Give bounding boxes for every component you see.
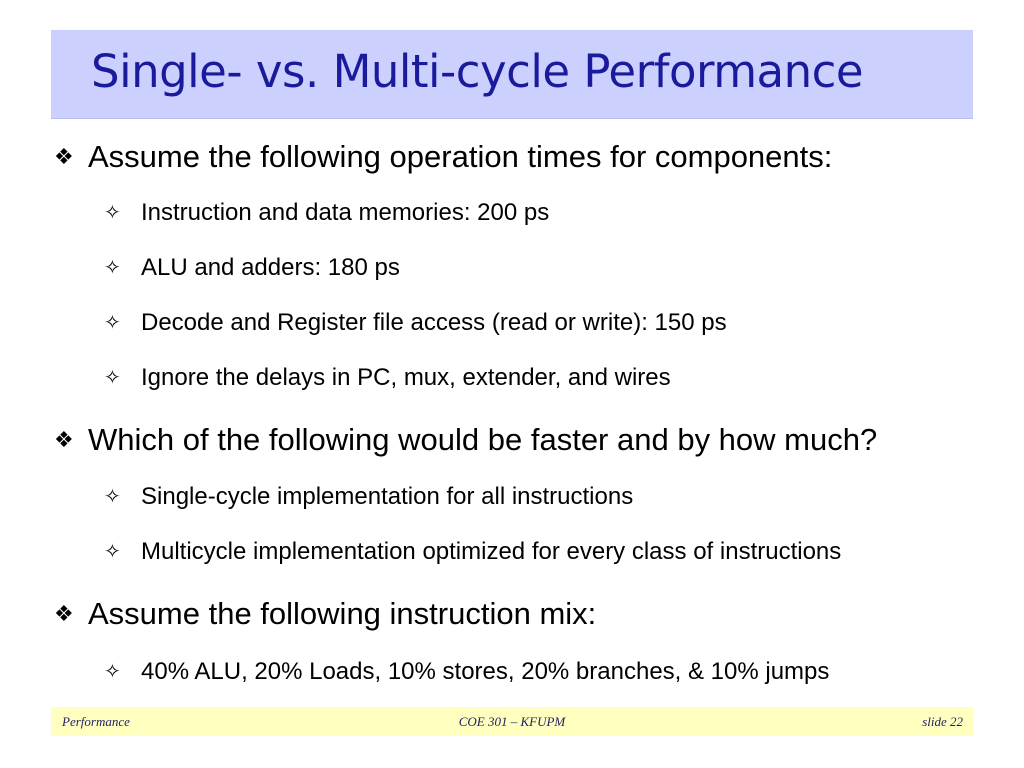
sub-bullet-text: Single-cycle implementation for all instructions <box>141 483 634 510</box>
sub-bullet <box>104 254 400 282</box>
sub-bullet-text: Decode and Register file access (read or write): 150 ps <box>141 309 727 336</box>
sub-bullet-text: 40% ALU, 20% Loads, 10% stores, 20% branches, & 10% jumps <box>141 658 830 685</box>
footer-center: COE 301 – KFUPM <box>458 714 566 729</box>
sub-bullet <box>104 364 671 392</box>
sub-bullet-text: Multicycle implementation optimized for every class of instructions <box>141 538 842 565</box>
star-bullet-icon: ✧ <box>104 486 121 508</box>
bullet-level1 <box>54 597 596 631</box>
bullet-level1 <box>54 423 877 457</box>
star-bullet-icon: ✧ <box>104 257 121 279</box>
slide-title: Single- vs. Multi-cycle Performance <box>91 45 864 98</box>
diamond-bullet-icon: ❖ <box>54 427 74 452</box>
star-bullet-icon: ✧ <box>104 367 121 389</box>
sub-bullet <box>104 658 829 686</box>
footer-left: Performance <box>62 714 130 729</box>
sub-bullet <box>104 309 727 337</box>
star-bullet-icon: ✧ <box>104 541 121 563</box>
title-bar <box>51 30 973 119</box>
star-bullet-icon: ✧ <box>104 202 121 224</box>
sub-bullet <box>104 483 633 511</box>
star-bullet-icon: ✧ <box>104 312 121 334</box>
bullet-text: Assume the following operation times for components: <box>88 139 833 174</box>
bullet-text: Assume the following instruction mix: <box>88 596 597 631</box>
diamond-bullet-icon: ❖ <box>54 601 74 626</box>
sub-bullet <box>104 199 549 227</box>
sub-bullet-text: ALU and adders: 180 ps <box>141 254 400 281</box>
sub-bullet-text: Ignore the delays in PC, mux, extender, and wires <box>141 364 671 391</box>
slide-footer <box>51 707 973 736</box>
sub-bullet <box>104 538 841 566</box>
footer-slide-number: slide 22 <box>922 714 963 729</box>
star-bullet-icon: ✧ <box>104 661 121 683</box>
diamond-bullet-icon: ❖ <box>54 144 74 169</box>
sub-bullet-text: Instruction and data memories: 200 ps <box>141 199 550 226</box>
bullet-level1 <box>54 140 832 174</box>
bullet-text: Which of the following would be faster and by how much? <box>88 422 878 457</box>
